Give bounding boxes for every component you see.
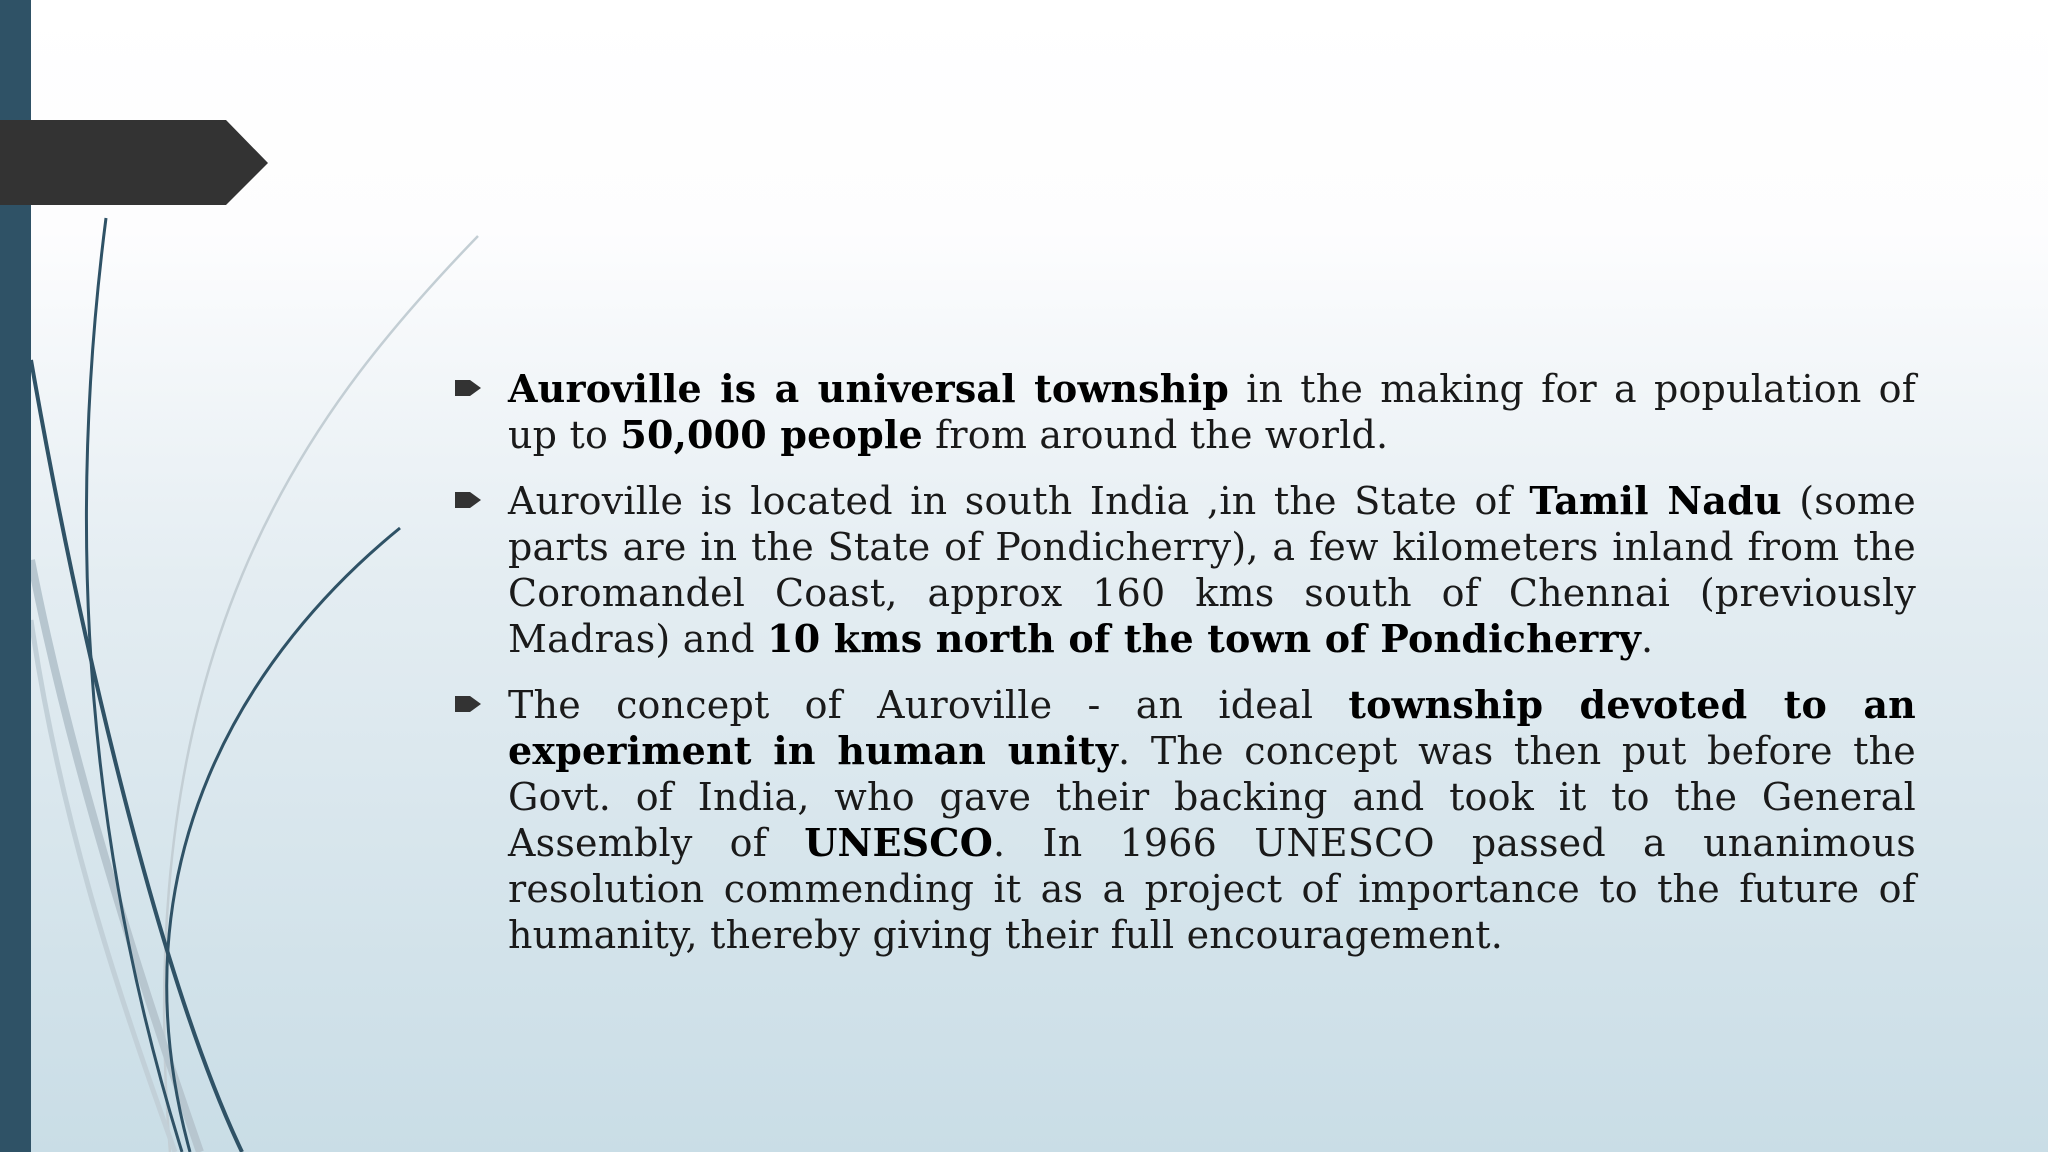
bullet-text: Auroville is located in south India ,in the State of Tamil Nadu (some parts are in the State of Pondicherry), a few kilometers inland from the Coromandel Coast, approx 160 kms south of Chennai (previously Madras) and 10 kms north of the town of Pondicherry.: [508, 478, 1916, 661]
title-tab: [0, 0, 270, 220]
arrow-bullet-icon: [453, 693, 483, 715]
arrow-bullet-icon: [453, 489, 483, 511]
bullet-list: [450, 366, 1916, 978]
bullet-item: [450, 366, 1916, 458]
bullet-text: The concept of Auroville - an ideal township devoted to an experiment in human unity. The concept was then put before the Govt. of India, who gave their backing and took it to the General Assembly of UNESCO. In 1966 UNESCO passed a unanimous resolution commending it as a project of importance to the future of humanity, thereby giving their full encouragement.: [508, 682, 1917, 957]
bullet-item: [450, 478, 1916, 662]
bullet-item: [450, 682, 1916, 958]
arrow-bullet-icon: [453, 377, 483, 399]
bullet-text: Auroville is a universal township in the making for a population of up to 50,000 people from around the world.: [508, 366, 1916, 457]
